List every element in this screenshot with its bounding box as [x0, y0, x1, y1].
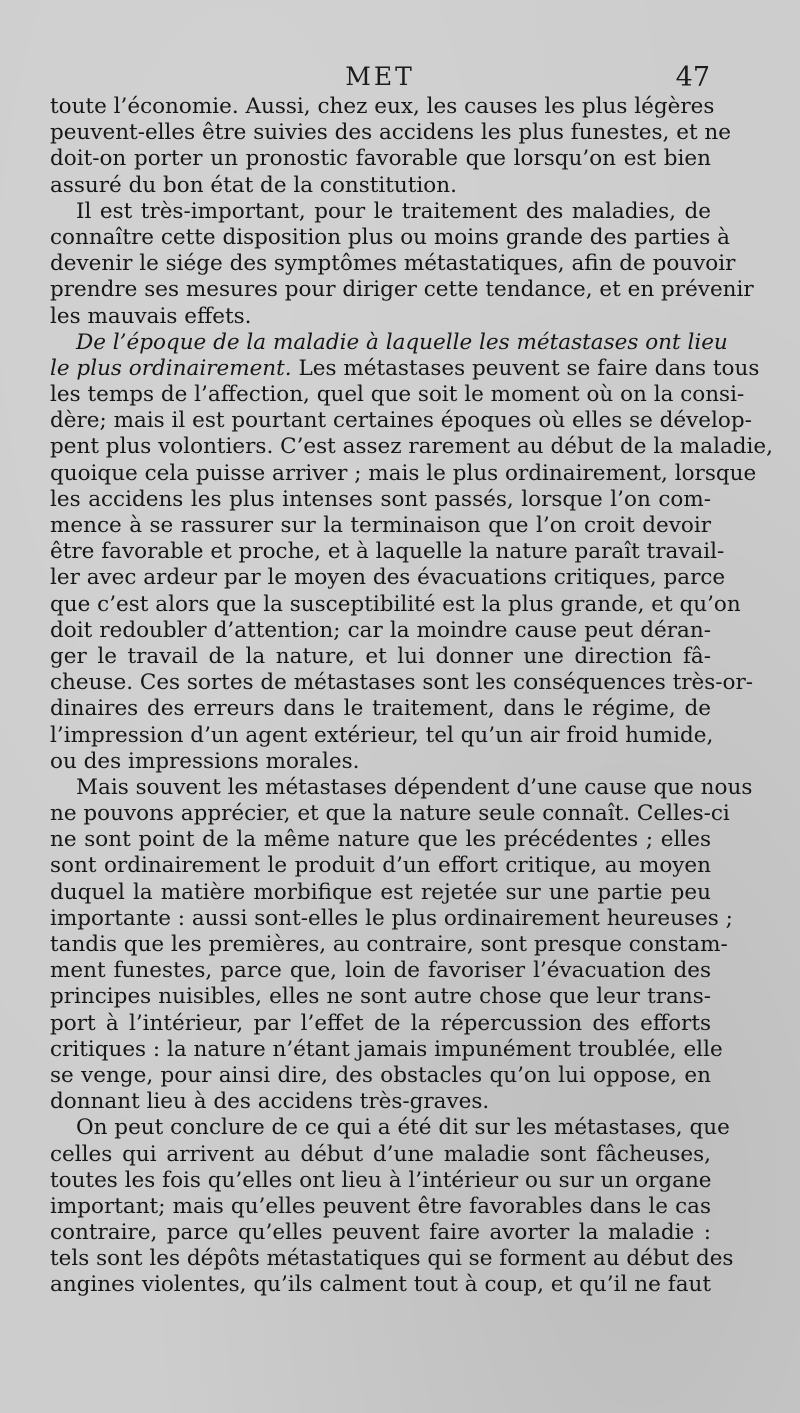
text-line: prendre ses mesures pour diriger cette tendance, et en prévenir — [50, 277, 754, 303]
text-line: angines violentes, qu’ils calment tout à coup, et qu’il ne faut — [50, 1272, 711, 1298]
text-line: important; mais qu’elles peuvent être favorables dans le cas — [50, 1193, 711, 1219]
text-line: ou des impressions morales. — [50, 748, 360, 774]
text-line — [50, 355, 760, 382]
text-line: critiques : la nature n’étant jamais impunément troublée, elle — [50, 1036, 723, 1062]
text-line: Mais souvent les métastases dépendent d’une cause que nous — [76, 774, 753, 800]
paragraph — [50, 198, 754, 330]
page-header — [50, 62, 710, 96]
text-line: ne pouvons apprécier, et que la nature seule connaît. Celles-ci — [50, 801, 730, 827]
text-line: devenir le siége des symptômes métastatiques, afin de pouvoir — [50, 251, 736, 277]
text-line: principes nuisibles, elles ne sont autre chose que leur trans- — [50, 984, 711, 1010]
section-heading-end: le plus ordinairement. — [50, 355, 292, 381]
text-line: Il est très-important, pour le traitement des maladies, de — [76, 198, 711, 224]
text-line: mence à se rassurer sur la terminaison que l’on croit devoir — [50, 513, 711, 538]
text-line: doit-on porter un pronostic favorable que lorsqu’on est bien — [50, 146, 711, 172]
text-line: être favorable et proche, et à laquelle la nature paraît travail- — [50, 539, 725, 565]
text-line: l’impression d’un agent extérieur, tel qu’un air froid humide, — [50, 722, 714, 748]
running-head: MET — [345, 62, 415, 91]
text-line: toutes les fois qu’elles ont lieu à l’intérieur ou sur un organe — [50, 1167, 712, 1193]
text-line: duquel la matière morbifique est rejetée sur une partie peu — [50, 879, 711, 905]
text-line: peuvent-elles être suivies des accidens les plus funestes, et ne — [50, 120, 731, 146]
text-line: ne sont point de la même nature que les précédentes ; elles — [50, 827, 711, 853]
text-line: sont ordinairement le produit d’un effort critique, au moyen — [50, 853, 711, 879]
text-line: On peut conclure de ce qui a été dit sur les métastases, que — [76, 1115, 730, 1141]
text-line: toute l’économie. Aussi, chez eux, les causes les plus légères — [50, 94, 715, 119]
text-line: quoique cela puisse arriver ; mais le plus ordinairement, lorsque — [50, 460, 757, 486]
text-line: se venge, pour ainsi dire, des obstacles qu’on lui oppose, en — [50, 1062, 711, 1088]
page-number: 47 — [675, 62, 710, 93]
text-line: dinaires des erreurs dans le traitement, dans le régime, de — [50, 696, 711, 722]
text-line: tels sont les dépôts métastatiques qui se forment au début des — [50, 1246, 734, 1272]
text-line: que c’est alors que la susceptibilité est la plus grande, et qu’on — [50, 591, 741, 617]
paragraph — [50, 774, 753, 1115]
paragraph — [50, 94, 731, 199]
section-heading-line: De l’époque de la maladie à laquelle les métastases ont lieu — [76, 329, 728, 355]
text-line: dère; mais il est pourtant certaines époques où elles se dévelop- — [50, 408, 752, 434]
text-line: les mauvais effets. — [50, 303, 252, 329]
text-line: ler avec ardeur par le moyen des évacuations critiques, parce — [50, 565, 726, 591]
text-line: tandis que les premières, au contraire, sont presque constam- — [50, 932, 728, 957]
text-line: importante : aussi sont-elles le plus ordinairement heureuses ; — [50, 905, 733, 931]
paragraph — [50, 329, 773, 775]
text-line: connaître cette disposition plus ou moins grande des parties à — [50, 224, 730, 250]
text-run: Les métastases peuvent se faire dans tous — [298, 355, 760, 381]
text-line: les accidens les plus intenses sont passés, lorsque l’on com- — [50, 486, 711, 512]
body-text — [50, 94, 773, 1299]
paragraph — [50, 1115, 734, 1298]
text-line: pent plus volontiers. C’est assez rarement au début de la maladie, — [50, 434, 773, 460]
text-line: celles qui arrivent au début d’une maladie sont fâcheuses, — [50, 1141, 711, 1167]
text-line: doit redoubler d’attention; car la moindre cause peut déran- — [50, 617, 711, 643]
text-line: contraire, parce qu’elles peuvent faire avorter la maladie : — [50, 1220, 711, 1246]
text-line: donnant lieu à des accidens très-graves. — [50, 1089, 490, 1115]
text-line: cheuse. Ces sortes de métastases sont les conséquences très-or- — [50, 670, 754, 696]
text-line: port à l’intérieur, par l’effet de la répercussion des efforts — [50, 1010, 711, 1036]
text-line: les temps de l’affection, quel que soit le moment où on la consi- — [50, 382, 745, 408]
text-line: ger le travail de la nature, et lui donner une direction fâ- — [50, 643, 711, 669]
text-line: ment funestes, parce que, loin de favoriser l’évacuation des — [50, 958, 711, 984]
text-line: assuré du bon état de la constitution. — [50, 172, 457, 198]
